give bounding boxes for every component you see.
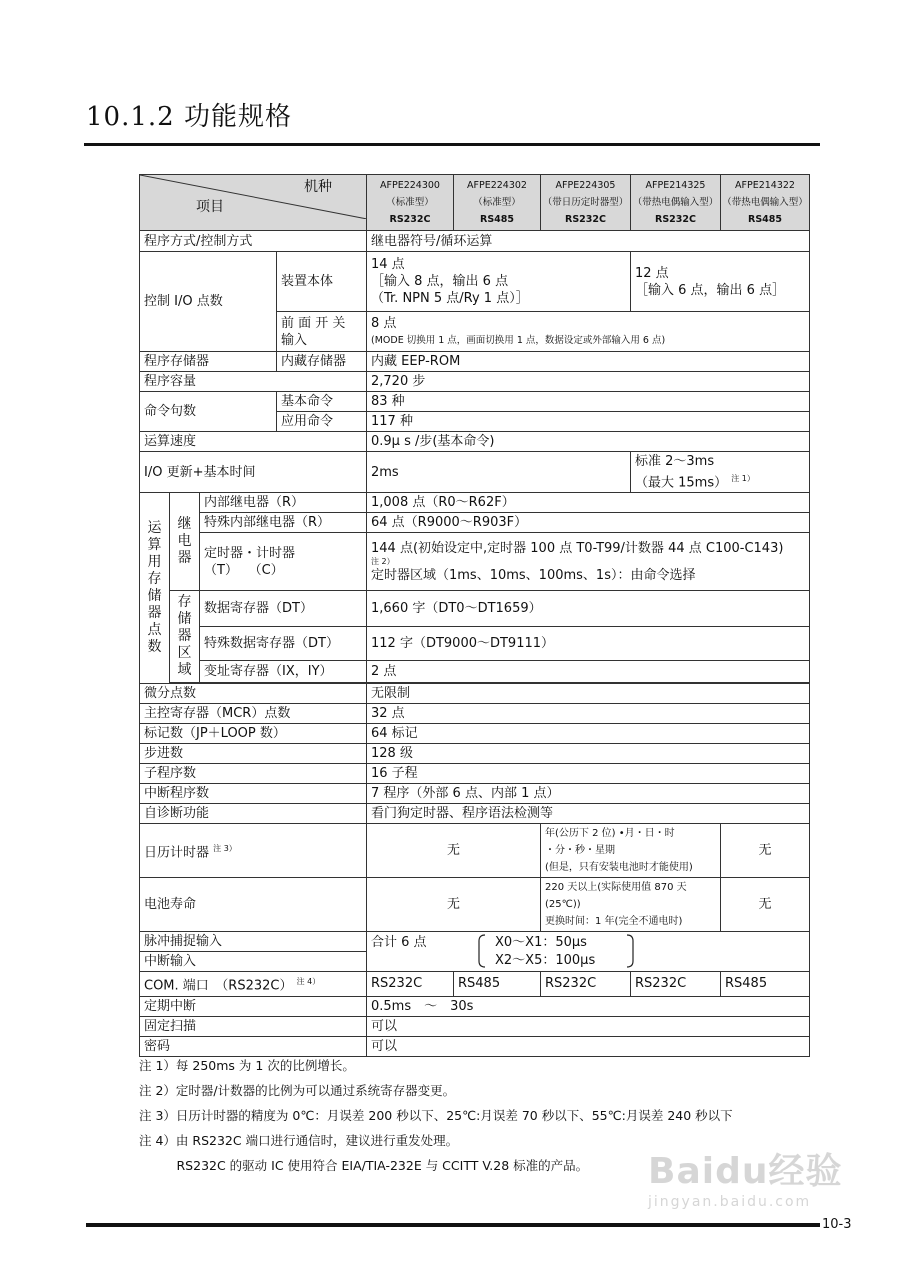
model-header-3: AFPE224305 （带日历定时器型） RS232C (541, 175, 631, 231)
table-row: 前 面 开 关 输入 8 点 (MODE 切换用 1 点，画面切换用 1 点，数据设定或外部输入用 6 点) (140, 312, 810, 352)
table-row: 日历计时器 $^{注 3)}$ 无 年(公历下 2 位) •月・日・时 ・分・秒・星期 (但是，只有安装电池时才能使用) 无 (140, 824, 810, 878)
section-title: 10.1.2 功能规格 (86, 102, 292, 132)
model-header-2: AFPE224302 （标准型） RS485 (454, 175, 541, 231)
table-row: 运算速度 0.9μ s /步(基本命令) (140, 432, 810, 452)
corner-diagonal (140, 175, 367, 219)
table-row: I/O 更新+基本时间 2ms 标准 2～3ms （最大 15ms） $^{注 1)}$ (140, 452, 810, 493)
table-row: COM. 端口 （RS232C） $^{注 4)}$ RS232C RS485 RS232C RS232C RS485 (140, 972, 810, 996)
footnote-1: 注 1）每 250ms 为 1 次的比例增长。 (139, 1058, 355, 1073)
relay-label: 继电器 (170, 493, 200, 591)
header-corner (140, 175, 367, 231)
table-row: 固定扫描 可以 (140, 1016, 810, 1036)
table-row: 命令句数 基本命令 83 种 (140, 392, 810, 412)
io-label: 控制 I/O 点数 (140, 252, 277, 352)
model-header-1: AFPE224300 （标准型） RS232C (367, 175, 454, 231)
corner-item-label: 项目 (196, 199, 224, 215)
table-row: 特殊数据寄存器（DT） 112 字（DT9000～DT9111） (140, 627, 810, 661)
table-row: 运算用存储器点数 继电器 内部继电器（R） 1,008 点（R0～R62F） (140, 493, 810, 513)
bottom-rule (86, 1223, 820, 1227)
table-row: 定期中断 0.5ms ～ 30s (140, 996, 810, 1016)
table-row: 程序存储器 内藏存储器 内藏 EEP-ROM (140, 352, 810, 372)
table-row: 主控寄存器（MCR）点数 32 点 (140, 704, 810, 724)
table-row: 程序容量 2,720 步 (140, 372, 810, 392)
table-row: 定时器・计时器 （T） （C） 144 点(初始设定中,定时器 100 点 T0-T99/计数器 44 点 C100-C143) 注 2） 定时器区域（1ms、10ms、100ms、1s）：由命令选择 (140, 533, 810, 591)
table-row: 存储器区域 数据寄存器（DT） 1,660 字（DT0～DT1659） (140, 591, 810, 627)
table-row: 脉冲捕捉输入 合计 6 点 X0～X1：50μs X2～X5：100μs (140, 932, 810, 952)
footnotes (139, 1053, 733, 1178)
area-label: 存储器区域 (170, 591, 200, 683)
table-row: 标记数（JP＋LOOP 数） 64 标记 (140, 724, 810, 744)
table-row: 微分点数 无限制 (140, 684, 810, 704)
table-row: 程序方式/控制方式 继电器符号/循环运算 (140, 231, 810, 252)
table-row: 应用命令 117 种 (140, 412, 810, 432)
table-row: 特殊内部继电器（R） 64 点（R9000～R903F） (140, 513, 810, 533)
table-row: 控制 I/O 点数 装置本体 14 点 ［输入 8 点，输出 6 点 （Tr. NPN 5 点/Ry 1 点）］ 12 点 ［输入 6 点，输出 6 点］ (140, 252, 810, 312)
corner-model-label: 机种 (304, 179, 332, 195)
table-row: 自诊断功能 看门狗定时器、程序语法检测等 (140, 804, 810, 824)
top-rule (84, 143, 820, 146)
model-header-5: AFPE214322 （带热电偶输入型） RS485 (721, 175, 810, 231)
footnote-3: 注 3）日历计时器的精度为 0℃：月误差 200 秒以下、25℃:月误差 70 秒以下、55℃:月误差 240 秒以下 (139, 1108, 733, 1123)
memory-group-label: 运算用存储器点数 (140, 493, 170, 684)
table-row: 子程序数 16 子程 (140, 764, 810, 784)
footnote-4: 注 4）由 RS232C 端口进行通信时，建议进行重发处理。 (139, 1133, 459, 1148)
watermark (648, 1143, 858, 1223)
footnote-4-cont: RS232C 的驱动 IC 使用符合 EIA/TIA-232E 与 CCITT V.28 标准的产品。 (139, 1158, 589, 1173)
footnote-2: 注 2）定时器/计数器的比例为可以通过系统寄存器变更。 (139, 1083, 456, 1098)
model-header-4: AFPE214325 （带热电偶输入型） RS232C (631, 175, 721, 231)
page-number: 10-3 (822, 1217, 852, 1232)
table-row: 变址寄存器（IX，IY） 2 点 (140, 661, 810, 683)
watermark-logo: Baidu经验 (648, 1151, 843, 1192)
table-row: 电池寿命 无 220 天以上(实际使用值 870 天 (25℃)) 更换时间：1 年(完全不通电时) 无 (140, 878, 810, 932)
spec-table (139, 174, 810, 1057)
table-row: 步进数 128 级 (140, 744, 810, 764)
table-row: 密码 可以 (140, 1036, 810, 1056)
watermark-url: jingyan.baidu.com (648, 1194, 812, 1210)
table-row: 中断输入 (140, 952, 810, 972)
table-row: 中断程序数 7 程序（外部 6 点、内部 1 点） (140, 784, 810, 804)
